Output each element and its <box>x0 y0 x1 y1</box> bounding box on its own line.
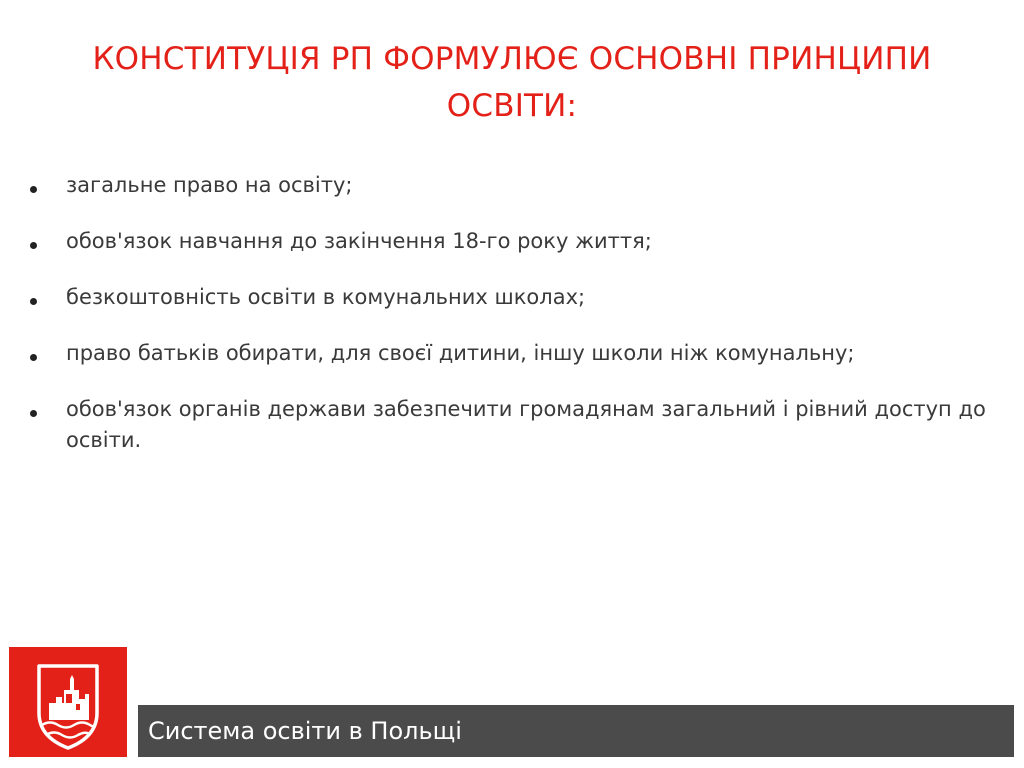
list-item <box>0 394 1006 456</box>
city-emblem-icon <box>9 647 127 757</box>
bullet-text: обов'язок органів держави забезпечити громадянам загальний і рівний доступ до освіти. <box>66 397 986 452</box>
list-item <box>0 282 1006 313</box>
bullet-dot-icon <box>30 354 37 361</box>
list-item <box>0 170 1006 201</box>
bullet-dot-icon <box>30 298 37 305</box>
list-item <box>0 338 1006 369</box>
footer-bar <box>138 705 1014 757</box>
bullet-dot-icon <box>30 242 37 249</box>
bullet-text: загальне право на освіту; <box>66 173 353 197</box>
bullet-text: безкоштовність освіти в комунальних школах; <box>66 285 586 309</box>
bullet-text: право батьків обирати, для своєї дитини, іншу школи ніж комунальну; <box>66 341 855 365</box>
bullet-dot-icon <box>30 410 37 417</box>
list-item <box>0 226 1006 257</box>
bullet-text: обов'язок навчання до закінчення 18-го року життя; <box>66 229 652 253</box>
bullet-list <box>0 170 1024 481</box>
slide-title: КОНСТИТУЦІЯ РП ФОРМУЛЮЄ ОСНОВНІ ПРИНЦИПИ ОСВІТИ: <box>92 41 932 124</box>
footer-title: Система освіти в Польщі <box>148 717 462 745</box>
bullet-dot-icon <box>30 186 37 193</box>
